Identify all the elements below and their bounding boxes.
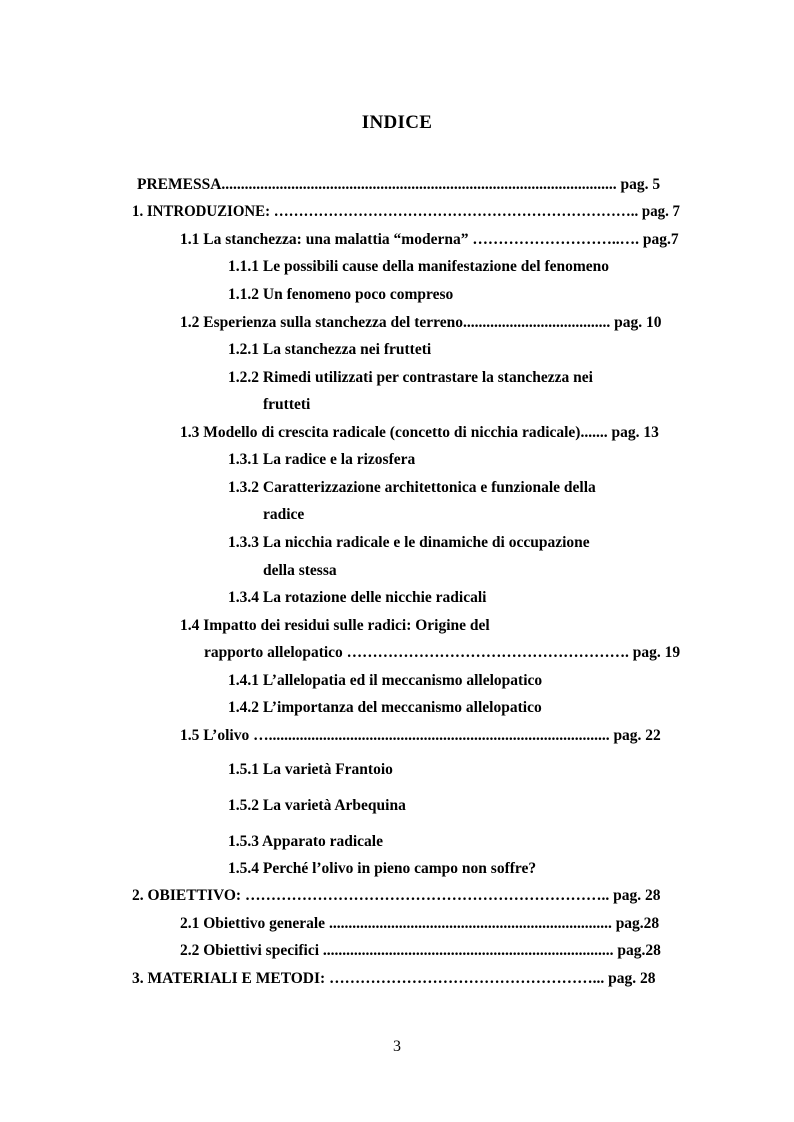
toc-1-5-4: 1.5.4 Perché l’olivo in pieno campo non soffre? — [228, 860, 537, 877]
toc-1-5-2: 1.5.2 La varietà Arbequina — [228, 797, 406, 814]
toc-1-2-2-cont: frutteti — [263, 396, 311, 413]
toc-premessa: PREMESSA...................................................................................................... pag. 5 — [137, 176, 661, 193]
toc-1-3-3-cont: della stessa — [263, 562, 337, 579]
toc-2-2: 2.2 Obiettivi specifici ........................................................................... pag.28 — [180, 942, 661, 959]
toc-1-3-1: 1.3.1 La radice e la rizosfera — [228, 451, 416, 468]
page-number: 3 — [393, 1038, 401, 1055]
toc-1-5: 1.5 L’olivo …........................................................................................ pag. 22 — [180, 727, 661, 744]
toc-1-1-2: 1.1.2 Un fenomeno poco compreso — [228, 286, 454, 303]
toc-1-3-2-cont: radice — [263, 506, 305, 523]
toc-2-1: 2.1 Obiettivo generale ......................................................................... pag.28 — [180, 915, 660, 932]
toc-1-3-4: 1.3.4 La rotazione delle nicchie radicali — [228, 589, 487, 606]
toc-1-2: 1.2 Esperienza sulla stanchezza del terreno...................................... pag. 10 — [180, 314, 662, 331]
toc-1-4-1: 1.4.1 L’allelopatia ed il meccanismo allelopatico — [228, 672, 543, 689]
toc-1-3-2: 1.3.2 Caratterizzazione architettonica e funzionale della — [228, 479, 596, 496]
toc-1-2-1: 1.2.1 La stanchezza nei frutteti — [228, 341, 432, 358]
toc-obiettivo: 2. OBIETTIVO: …………………………………………………………….. pag. 28 — [132, 887, 661, 904]
toc-1-3-3: 1.3.3 La nicchia radicale e le dinamiche di occupazione — [228, 534, 590, 551]
toc-1-5-3: 1.5.3 Apparato radicale — [228, 833, 383, 850]
toc-introduzione: 1. INTRODUZIONE: ……………………………………………………………….. pag. 7 — [132, 203, 680, 220]
toc-1-4-cont: rapporto allelopatico ………………………………………………. pag. 19 — [204, 644, 681, 661]
toc-1-1-1: 1.1.1 Le possibili cause della manifestazione del fenomeno — [228, 258, 610, 275]
page-title: INDICE — [361, 112, 433, 133]
toc-1-4-2: 1.4.2 L’importanza del meccanismo allelopatico — [228, 699, 542, 716]
toc-1-3: 1.3 Modello di crescita radicale (concetto di nicchia radicale)....... pag. 13 — [180, 424, 659, 441]
toc-1-4: 1.4 Impatto dei residui sulle radici: Origine del — [180, 617, 490, 634]
toc-1-5-1: 1.5.1 La varietà Frantoio — [228, 761, 393, 778]
toc-materiali-metodi: 3. MATERIALI E METODI: ……………………………………………... pag. 28 — [132, 970, 656, 987]
toc-1-2-2: 1.2.2 Rimedi utilizzati per contrastare la stanchezza nei — [228, 369, 593, 386]
toc-1-1: 1.1 La stanchezza: una malattia “moderna” ………………………..…. pag.7 — [180, 231, 679, 248]
